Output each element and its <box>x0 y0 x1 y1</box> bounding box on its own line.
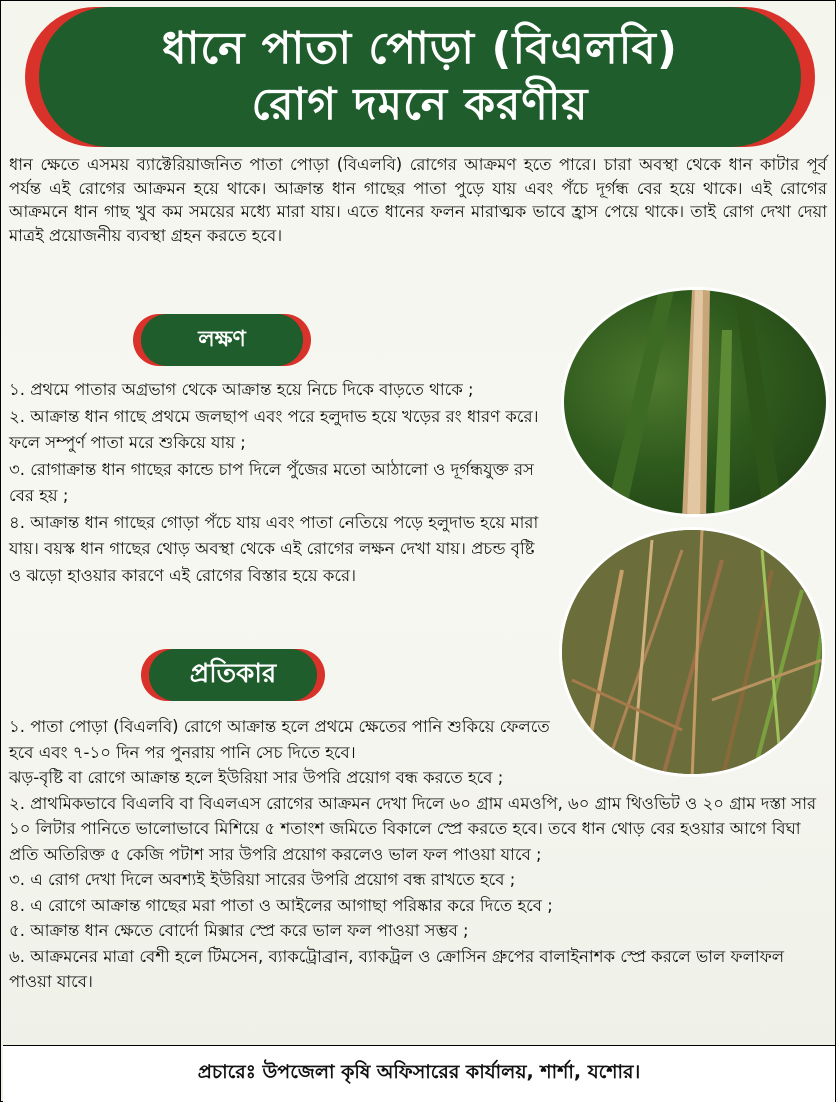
leaf-closeup-photo <box>561 287 829 517</box>
remedy-item-5: ৫. আক্রান্ত ধান ক্ষেতে বোর্দো মিক্সার স্প্রে করে ভাল ফল পাওয়া সম্ভব ; <box>9 921 469 940</box>
remedy-item-6: ৬. আক্রমনের মাত্রা বেশী হলে টিমসেন, ব্যাকট্রোব্রান, ব্যাকট্রল ও ক্রোসিন গ্রুপের বালাইনাশক স্প্রে করলে ভাল ফলাফল পাওয়া যাবে। <box>9 946 785 991</box>
remedy-item-1: ১. পাতা পোড়া (বিএলবি) রোগে আক্রান্ত হলে প্রথমে ক্ষেতের পানি শুকিয়ে ফেলতে হবে এবং ৭-১০ দিন পর পুনরায় পানি সেচ দিতে হবে। <box>9 717 550 762</box>
remedy-item-4: ৪. এ রোগে আক্রান্ত গাছের মরা পাতা ও আইলের আগাছা পরিষ্কার করে দিতে হবে ; <box>9 895 553 915</box>
remedy-list <box>9 714 829 995</box>
symptom-item-1: ১. প্রথমে পাতার অগ্রভাগ থেকে আক্রান্ত হয়ে নিচে দিকে বাড়তে থাকে ; <box>9 380 474 399</box>
remedy-item-3: ৩. এ রোগ দেখা দিলে অবশ্যই ইউরিয়া সারের উপরি প্রয়োগ বন্ধ রাখতে হবে ; <box>9 870 516 889</box>
remedy-item-1b: ঝড়-বৃষ্টি বা রোগে আক্রান্ত হলে ইউরিয়া সার উপরি প্রয়োগ বন্ধ করতে হবে ; <box>9 768 504 787</box>
symptoms-list <box>9 377 549 589</box>
symptoms-heading: লক্ষণ <box>141 314 303 366</box>
title-line-1: ধানে পাতা পোড়া (বিএলবি) <box>162 23 678 74</box>
symptom-item-2: ২. আক্রান্ত ধান গাছে প্রথমে জলছাপ এবং পরে হলুদাভ হয়ে খড়ের রং ধারণ করে। ফলে সম্পুর্ণ পাতা মরে শুকিয়ে যায় ; <box>9 406 539 452</box>
remedy-heading: প্রতিকার <box>149 649 317 701</box>
title-line-2: রোগ দমনে করণীয় <box>251 79 589 130</box>
remedy-item-2: ২. প্রাথমিকভাবে বিএলবি বা বিএলএস রোগের আক্রমন দেখা দিলে ৬০ গ্রাম এমওপি, ৬০ গ্রাম থিওভিট ও ২০ গ্রাম দস্তা সার ১০ লিটার পানিতে ভালোভাবে মিশিয়ে ৫ শতাংশ জমিতে বিকালে স্প্রে করতে হবে। তবে ধান থোড় বের হওয়ার আগে বিঘা প্রতি অতিরিক্ত ৫ কেজি পটাশ সার উপরি প্রয়োগ করলেও ভাল ফল পাওয়া যাবে ; <box>9 793 817 864</box>
title-banner <box>39 7 801 147</box>
intro-paragraph: ধান ক্ষেতে এসময় ব্যাক্টেরিয়াজনিত পাতা পোড়া (বিএলবি) রোগের আক্রমণ হতে পারে। চারা অবস্থা থেকে ধান কাটার পূর্ব পর্যন্ত এই রোগের আক্রমন হয়ে থাকে। আক্রান্ত ধান গাছের পাতা পুড়ে যায় এবং পঁচে দূর্গন্ধ বের হয়ে থাকে। এই রোগের আক্রমনে ধান গাছ খুব কম সময়ের মধ্যে মারা যায়। এতে ধানের ফলন মারাত্মক ভাবে হ্রাস পেয়ে থাকে। তাই রোগ দেখা দেয়া মাত্রই প্রয়োজনীয় ব্যবস্থা গ্রহন করতে হবে। <box>9 155 827 245</box>
footer-credit: প্রচারেঃ উপজেলা কৃষি অফিসারের কার্যালয়, শার্শা, যশোর। <box>3 1045 835 1102</box>
symptom-item-4: ৪. আক্রান্ত ধান গাছের গোড়া পঁচে যায় এবং পাতা নেতিয়ে পড়ে হলুদাভ হয়ে মারা যায়। বয়স্ক ধান গাছের থোড় অবস্থা থেকে এই রোগের লক্ষন দেখা যায়। প্রচন্ড বৃষ্টি ও ঝড়ো হাওয়ার কারণে এই রোগের বিস্তার হয়ে করে। <box>9 512 539 585</box>
symptom-item-3: ৩. রোগাক্রান্ত ধান গাছের কান্ডে চাপ দিলে পুঁজের মতো আঠালো ও দূর্গন্ধযুক্ত রস বের হয় ; <box>9 459 534 505</box>
